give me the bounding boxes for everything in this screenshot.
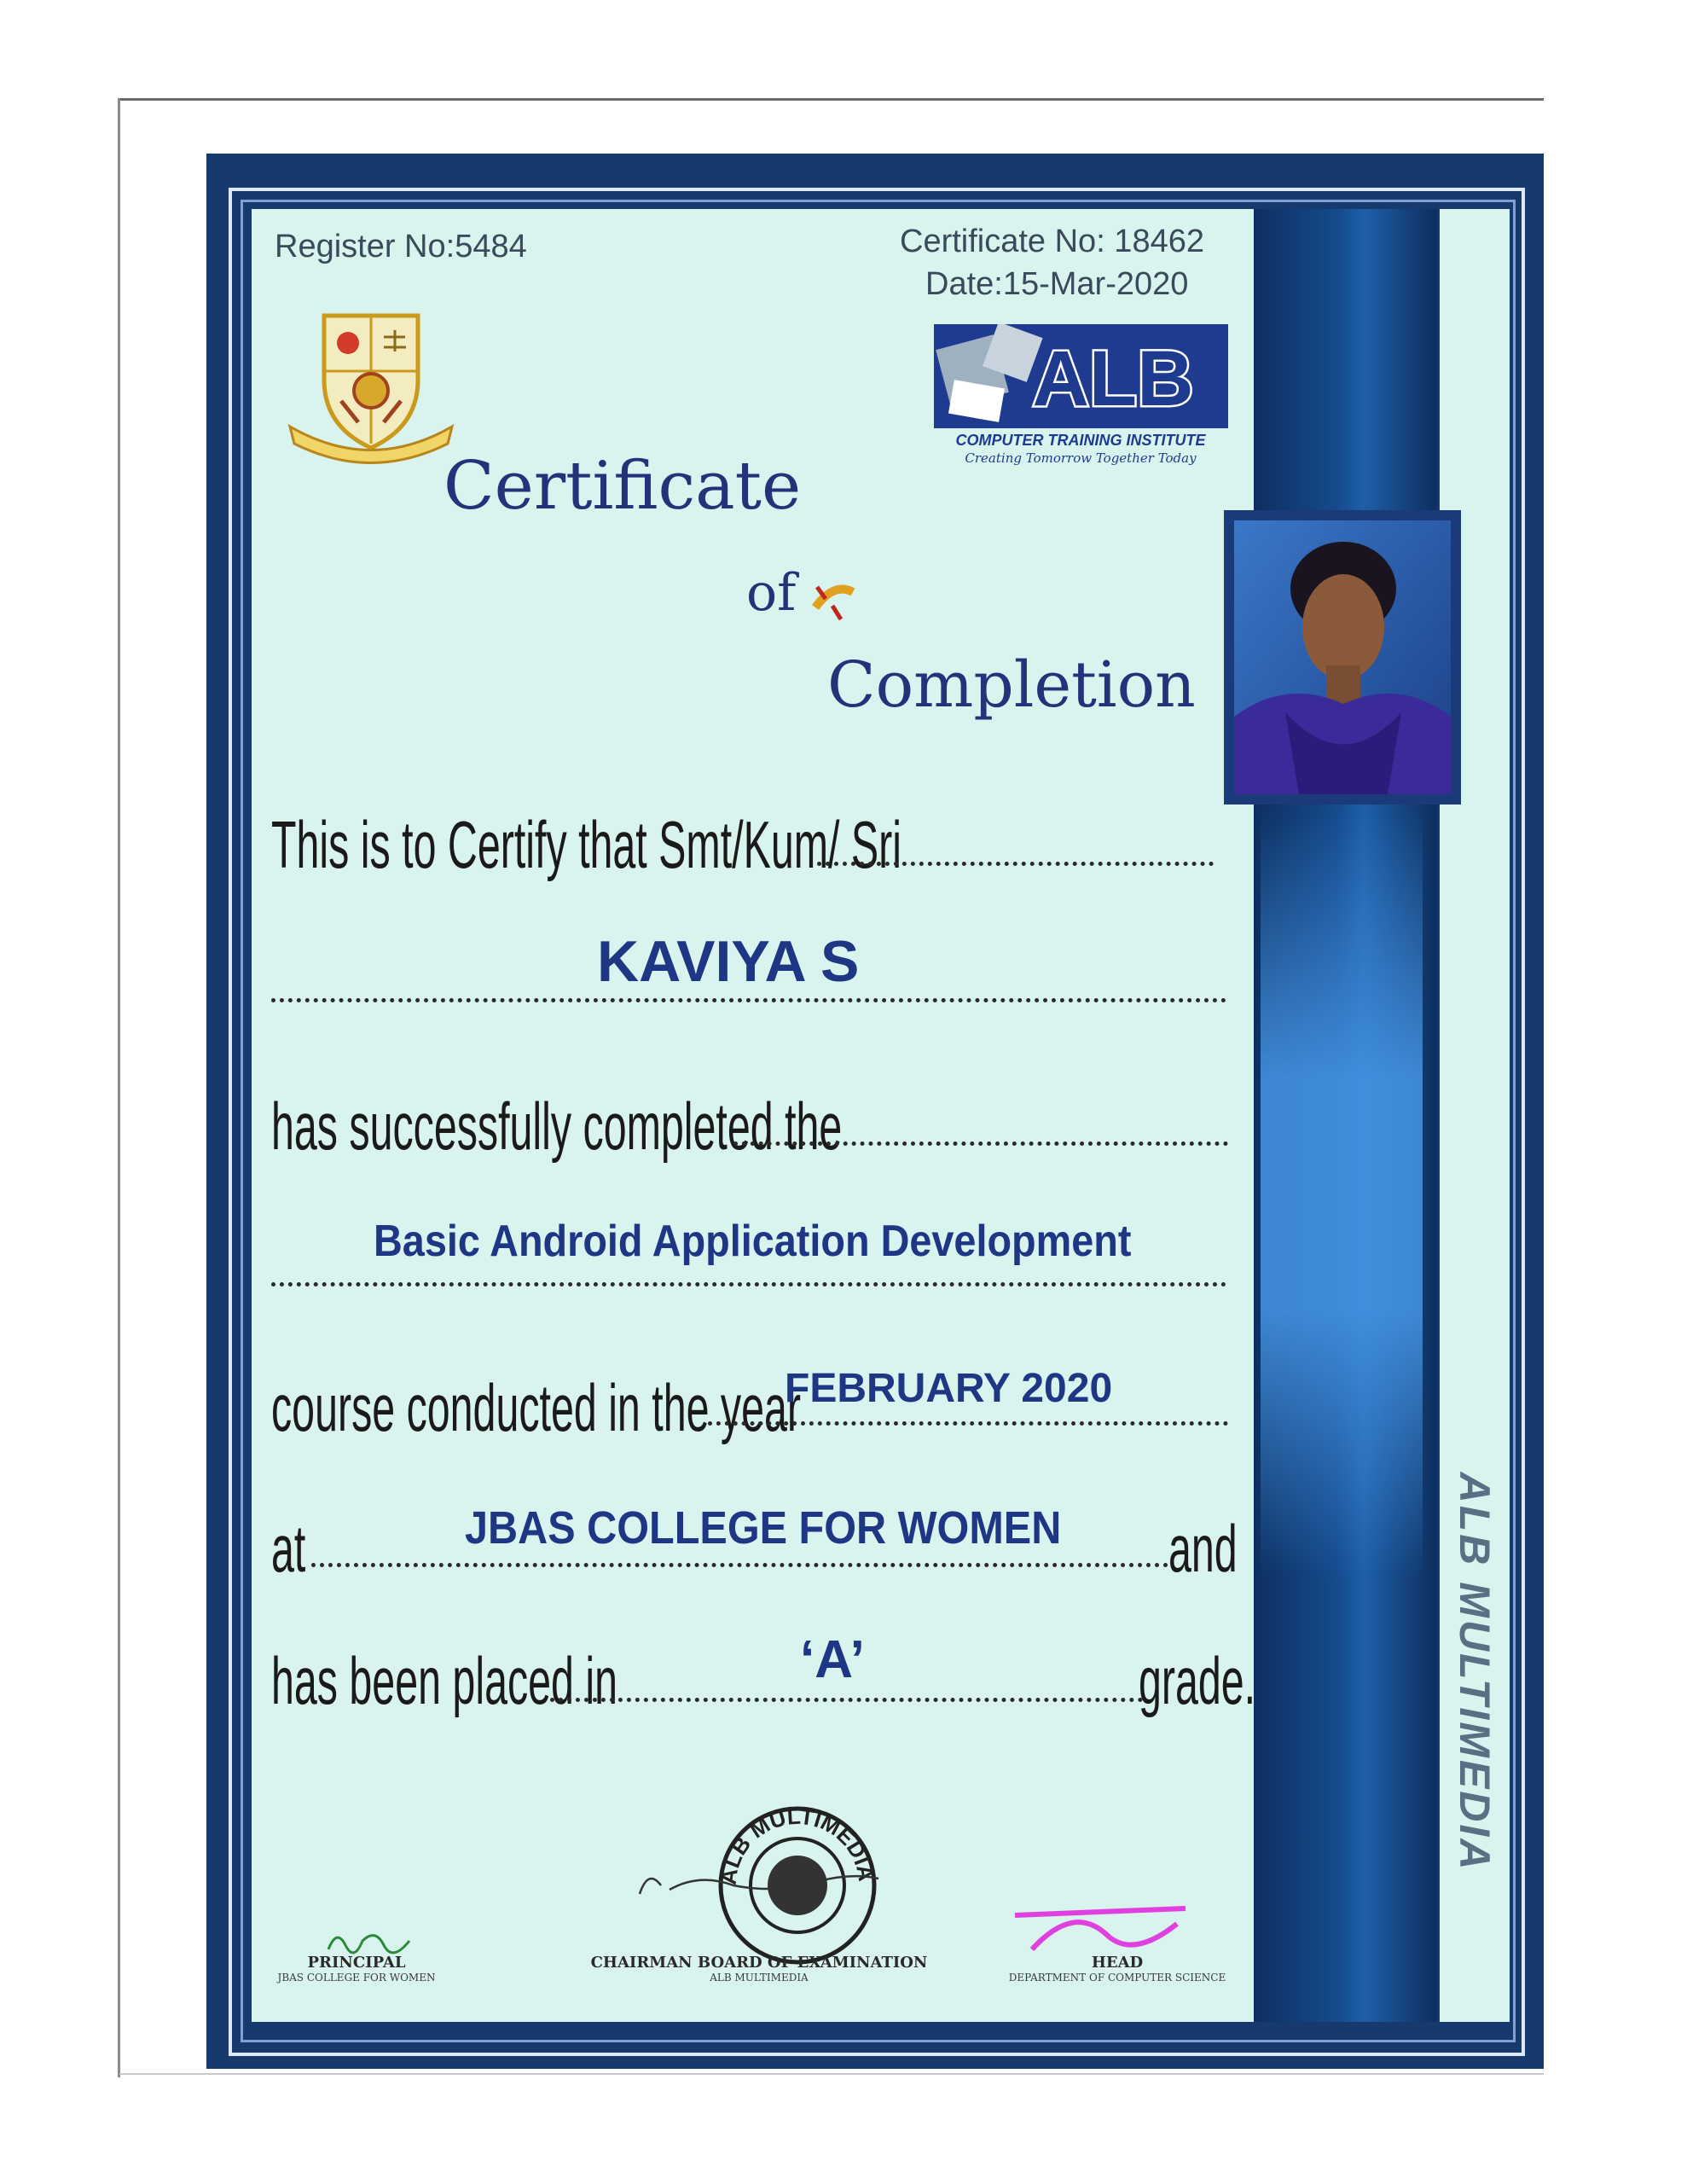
scan-edge-bottom: [119, 2073, 1544, 2075]
college-crest-icon: [281, 299, 461, 469]
grade-value: ‘A’: [800, 1630, 865, 1689]
dotted-rule: [733, 1141, 1228, 1146]
certificate-date: Date:15-Mar-2020: [925, 266, 1189, 302]
and-label: and: [1168, 1511, 1238, 1586]
title-of: of: [746, 563, 797, 623]
certificate-number: Certificate No: 18462: [900, 224, 1204, 259]
dotted-rule: [311, 1563, 1168, 1567]
completed-line: has successfully completed the: [271, 1089, 843, 1164]
student-photo: [1234, 520, 1451, 794]
student-name: KAVIYA S: [597, 929, 860, 994]
dotted-rule: [271, 998, 1226, 1002]
dotted-rule: [708, 1421, 1228, 1426]
dotted-rule: [817, 862, 1214, 866]
placed-line: has been placed in: [271, 1643, 618, 1718]
chairman-org: ALB MULTIMEDIA: [710, 1972, 809, 1984]
dotted-rule: [271, 1282, 1226, 1287]
scroll-ribbon-icon: [809, 573, 860, 624]
alb-logo-tagline: Creating Tomorrow Together Today: [965, 450, 1197, 466]
principal-signature: [324, 1924, 418, 1958]
course-year: FEBRUARY 2020: [785, 1366, 1113, 1411]
college-name: JBAS COLLEGE FOR WOMEN: [465, 1502, 1062, 1554]
course-name: Basic Android Application Development: [374, 1217, 1132, 1266]
principal-signature-block: [271, 1954, 442, 1984]
year-line: course conducted in the year: [271, 1370, 802, 1445]
chairman-title: CHAIRMAN BOARD OF EXAMINATION: [590, 1954, 928, 1972]
side-band-glow: [1261, 810, 1423, 1578]
stamp-text: ALB MULTIMEDIA: [715, 1803, 880, 1886]
principal-org: JBAS COLLEGE FOR WOMEN: [277, 1972, 436, 1984]
principal-title: PRINCIPAL: [307, 1954, 406, 1972]
at-label: at: [271, 1511, 306, 1586]
head-title: HEAD: [1091, 1954, 1144, 1972]
certify-line: This is to Certify that Smt/Kum/ Sri: [271, 807, 902, 882]
head-signature-block: [994, 1954, 1241, 1984]
side-brand-text: ALB MULTIMEDIA: [1451, 1472, 1499, 1873]
title-completion: Completion: [827, 648, 1196, 722]
alb-logo-line1: COMPUTER TRAINING INSTITUTE: [955, 432, 1206, 449]
alb-logo-icon: [934, 324, 1228, 469]
alb-logo: [934, 324, 1228, 469]
register-number: Register No:5484: [275, 229, 527, 264]
scan-edge: [119, 98, 1544, 101]
chairman-signature-block: [588, 1954, 930, 1984]
dotted-rule: [550, 1698, 1143, 1702]
head-org: DEPARTMENT OF COMPUTER SCIENCE: [1008, 1972, 1226, 1984]
chairman-signature: [631, 1860, 887, 1911]
grade-label: grade.: [1139, 1643, 1256, 1718]
alb-logo-name: ALB: [1032, 335, 1194, 422]
title-certificate: Certificate: [443, 448, 802, 525]
scan-edge-left: [118, 98, 120, 2077]
